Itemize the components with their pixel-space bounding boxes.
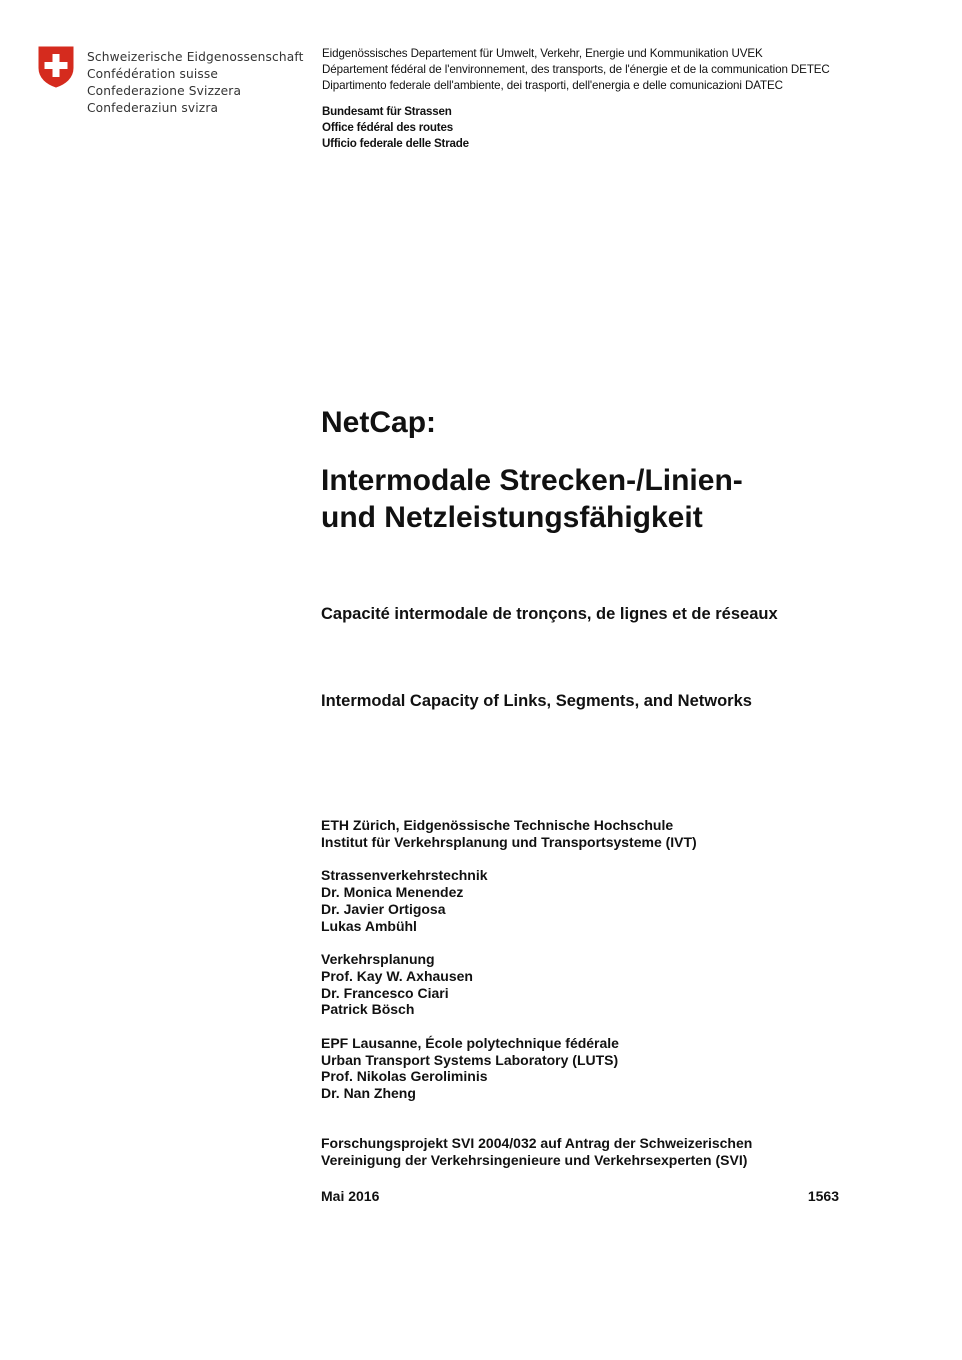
department-line: Dipartimento federale dell'ambiente, dei trasporti, dell'energia e delle comunicazioni DATEC: [322, 79, 783, 92]
confederation-name-fr: Confédération suisse: [87, 67, 219, 81]
author-line: Urban Transport Systems Laboratory (LUTS): [321, 1051, 619, 1068]
report-title-french: Capacité intermodale de tronçons, de lignes et de réseaux: [321, 605, 778, 623]
report-number: 1563: [807, 1188, 839, 1204]
department-block: [322, 46, 830, 94]
author-line: Institut für Verkehrsplanung und Transportsysteme (IVT): [321, 833, 697, 850]
department-line: Eidgenössisches Departement für Umwelt, Verkehr, Energie und Kommunikation UVEK: [322, 47, 763, 60]
department-line: Département fédéral de l'environnement, des transports, de l'énergie et de la communication DETEC: [322, 63, 830, 76]
report-title-english: Intermodal Capacity of Links, Segments, and Networks: [321, 692, 752, 710]
author-group-epfl: [321, 1035, 697, 1102]
author-line: Dr. Francesco Ciari: [321, 984, 449, 1001]
project-line: Forschungsprojekt SVI 2004/032 auf Antrag der Schweizerischen: [321, 1135, 753, 1151]
author-line: Prof. Kay W. Axhausen: [321, 967, 473, 984]
report-title-german: [321, 462, 743, 536]
author-group-traffic-engineering: [321, 867, 697, 934]
office-line: Office fédéral des routes: [322, 121, 453, 134]
confederation-name-it: Confederazione Svizzera: [87, 84, 242, 98]
confederation-name-rm: Confederaziun svizra: [87, 101, 219, 115]
office-line: Ufficio federale delle Strade: [322, 137, 469, 150]
research-project-note: [321, 1135, 752, 1169]
author-group-transport-planning: [321, 951, 697, 1018]
office-line: Bundesamt für Strassen: [322, 105, 452, 118]
author-line: Prof. Nikolas Geroliminis: [321, 1068, 488, 1085]
authors-block: [321, 817, 697, 1119]
confederation-name-de: Schweizerische Eidgenossenschaft: [87, 50, 304, 64]
author-line: ETH Zürich, Eidgenössische Technische Hochschule: [321, 817, 674, 833]
author-line: Dr. Javier Ortigosa: [321, 900, 446, 917]
report-title-german-line: Intermodale Strecken-/Linien-: [321, 464, 743, 497]
confederation-names: [87, 49, 304, 117]
author-group-eth: [321, 817, 697, 851]
project-line: Vereinigung der Verkehrsingenieure und Verkehrsexperten (SVI): [321, 1152, 748, 1168]
swiss-cross-shield-icon: [38, 46, 74, 88]
author-line: Verkehrsplanung: [321, 950, 435, 967]
report-title-german-line: und Netzleistungsfähigkeit: [321, 501, 703, 534]
publication-date: Mai 2016: [321, 1188, 380, 1204]
author-line: Patrick Bösch: [321, 1001, 415, 1018]
federal-office-block: [322, 104, 469, 152]
author-line: Strassenverkehrstechnik: [321, 867, 488, 884]
report-title-main: NetCap:: [321, 406, 437, 439]
author-line: Lukas Ambühl: [321, 917, 417, 934]
author-line: Dr. Monica Menendez: [321, 883, 464, 900]
author-line: Dr. Nan Zheng: [321, 1085, 416, 1102]
author-line: EPF Lausanne, École polytechnique fédérale: [321, 1034, 619, 1051]
